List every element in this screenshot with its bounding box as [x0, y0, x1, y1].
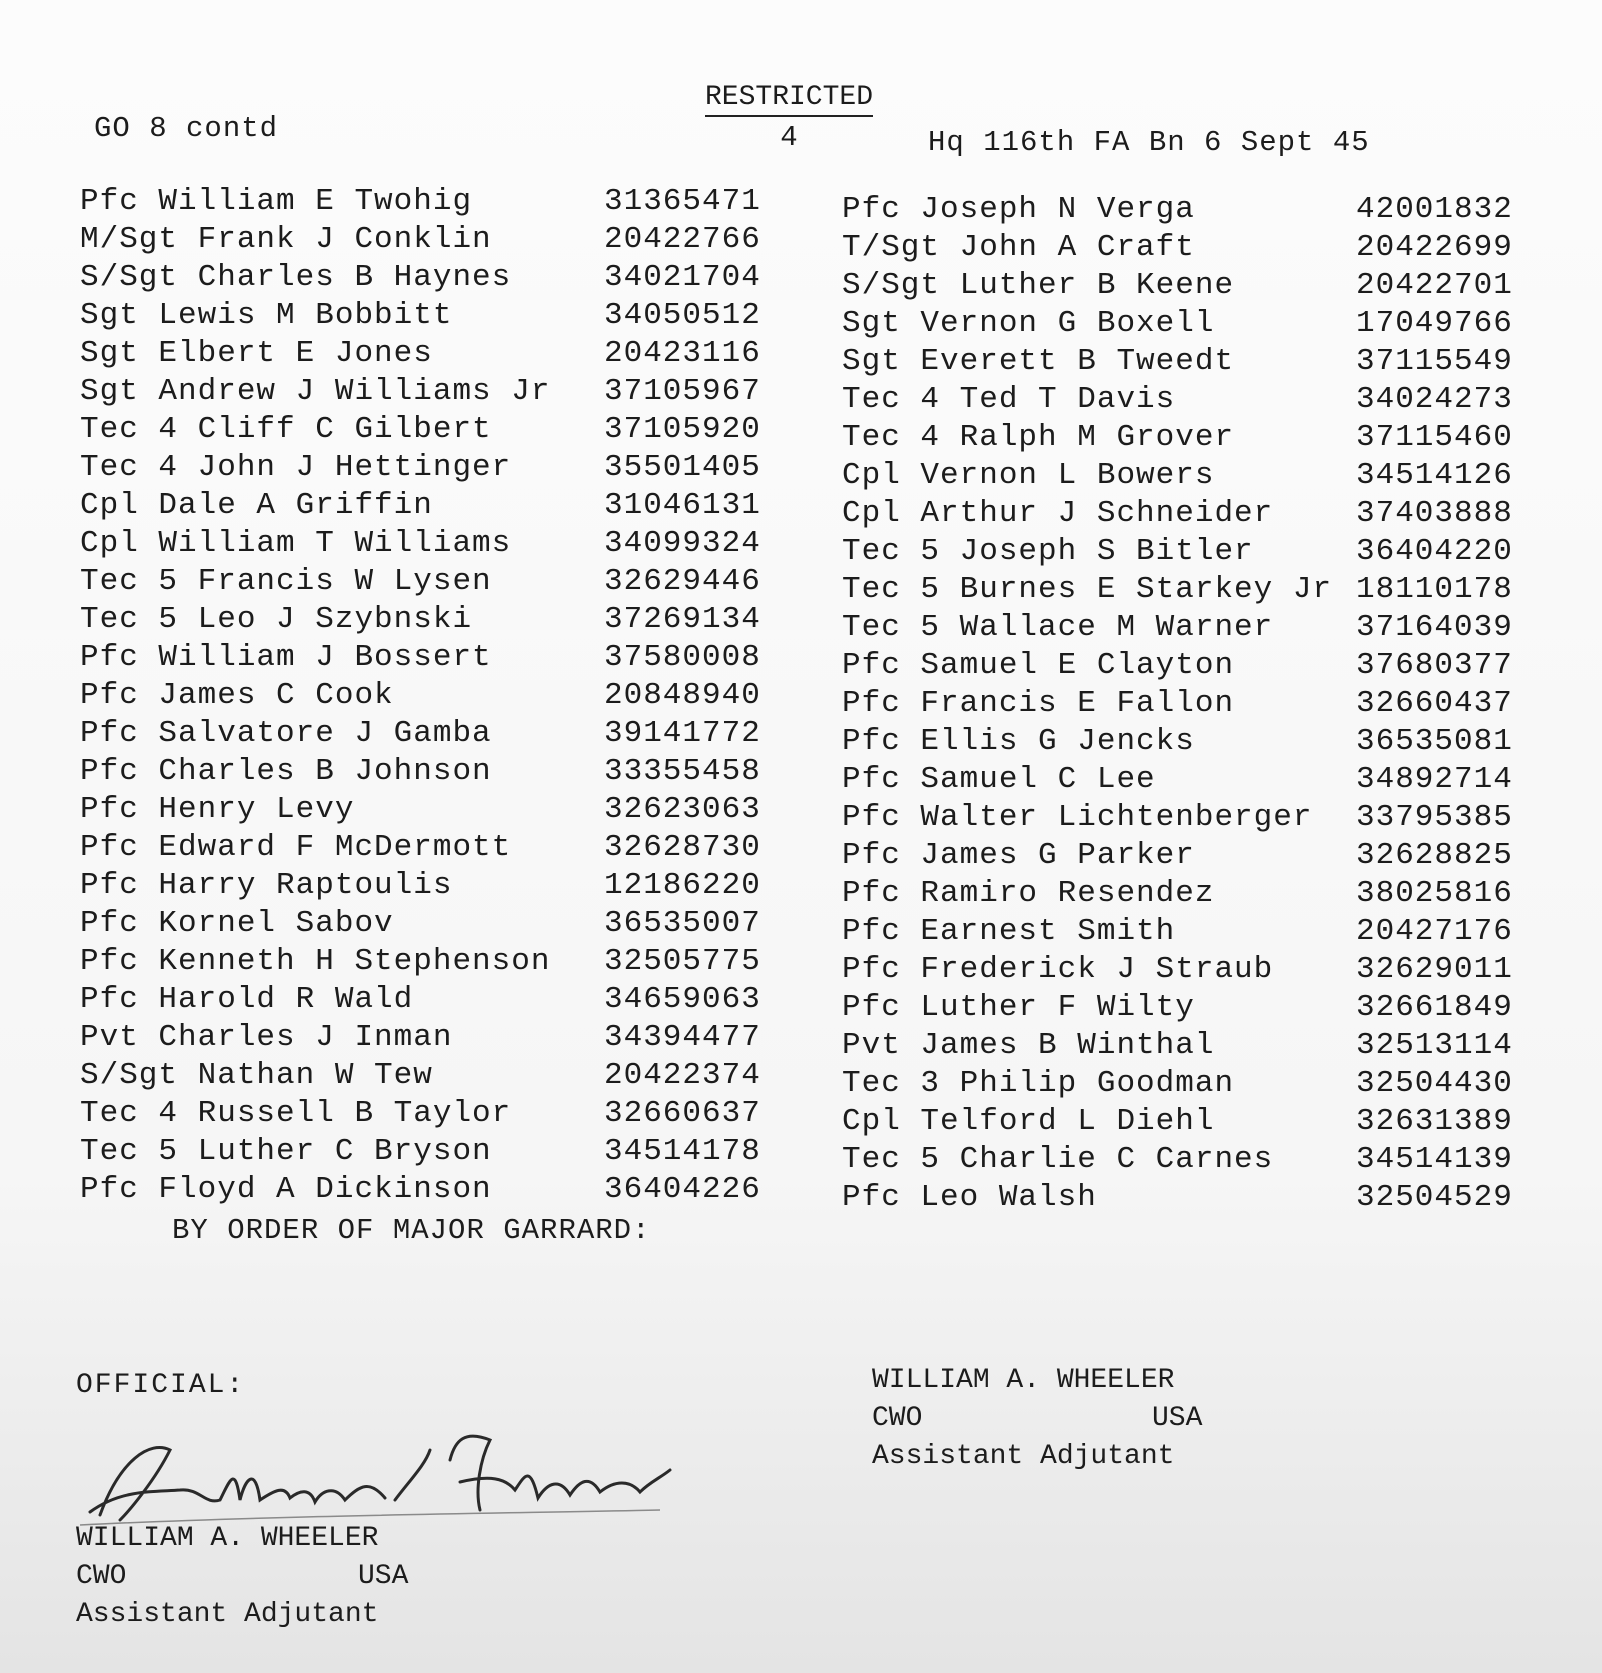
soldier-name: Pfc Kenneth H Stephenson — [80, 944, 551, 979]
soldier-name: Pfc Samuel C Lee — [842, 762, 1156, 797]
signer-name: WILLIAM A. WHEELER — [76, 1523, 379, 1554]
soldier-name: S/Sgt Charles B Haynes — [80, 260, 512, 295]
signer-title: Assistant Adjutant — [872, 1441, 1175, 1472]
serial-number: 34099324 — [604, 526, 761, 561]
serial-number: 20422699 — [1356, 230, 1513, 265]
soldier-name: Sgt Lewis M Bobbitt — [80, 298, 453, 333]
serial-number: 32513114 — [1356, 1028, 1513, 1063]
serial-number: 34514178 — [604, 1134, 761, 1169]
serial-number: 32629011 — [1356, 952, 1513, 987]
serial-number: 34050512 — [604, 298, 761, 333]
soldier-name: Sgt Everett B Tweedt — [842, 344, 1235, 379]
soldier-name: S/Sgt Nathan W Tew — [80, 1058, 433, 1093]
soldier-name: Pfc Harold R Wald — [80, 982, 414, 1017]
order-line: BY ORDER OF MAJOR GARRARD: — [172, 1214, 651, 1247]
soldier-name: Sgt Vernon G Boxell — [842, 306, 1215, 341]
serial-number: 37403888 — [1356, 496, 1513, 531]
soldier-name: M/Sgt Frank J Conklin — [80, 222, 492, 257]
serial-number: 34394477 — [604, 1020, 761, 1055]
soldier-name: Pfc Joseph N Verga — [842, 192, 1195, 227]
soldier-name: Pfc Samuel E Clayton — [842, 648, 1235, 683]
soldier-name: Pfc Frederick J Straub — [842, 952, 1274, 987]
serial-number: 32660437 — [1356, 686, 1513, 721]
soldier-name: Pvt James B Winthal — [842, 1028, 1215, 1063]
serial-number: 31046131 — [604, 488, 761, 523]
serial-number: 20422374 — [604, 1058, 761, 1093]
serial-number: 32505775 — [604, 944, 761, 979]
serial-number: 33795385 — [1356, 800, 1513, 835]
soldier-name: Sgt Andrew J Williams Jr — [80, 374, 551, 409]
serial-number: 32629446 — [604, 564, 761, 599]
serial-number: 32660637 — [604, 1096, 761, 1131]
serial-number: 34024273 — [1356, 382, 1513, 417]
signer-branch: USA — [358, 1561, 409, 1592]
serial-number: 37164039 — [1356, 610, 1513, 645]
signer-name: WILLIAM A. WHEELER — [872, 1365, 1175, 1396]
soldier-name: Cpl William T Williams — [80, 526, 512, 561]
serial-number: 34514139 — [1356, 1142, 1513, 1177]
headquarters-date: Hq 116th FA Bn 6 Sept 45 — [928, 126, 1370, 159]
soldier-name: Pfc James C Cook — [80, 678, 394, 713]
soldier-name: Pfc James G Parker — [842, 838, 1195, 873]
soldier-name: Tec 4 Ralph M Grover — [842, 420, 1235, 455]
soldier-name: Tec 4 Cliff C Gilbert — [80, 412, 492, 447]
signer-rank: CWO — [76, 1561, 127, 1592]
serial-number: 32631389 — [1356, 1104, 1513, 1139]
soldier-name: Pfc Harry Raptoulis — [80, 868, 453, 903]
serial-number: 20427176 — [1356, 914, 1513, 949]
soldier-name: Cpl Arthur J Schneider — [842, 496, 1274, 531]
serial-number: 36404226 — [604, 1172, 761, 1207]
serial-number: 35501405 — [604, 450, 761, 485]
soldier-name: Pfc Walter Lichtenberger — [842, 800, 1313, 835]
soldier-name: Cpl Vernon L Bowers — [842, 458, 1215, 493]
serial-number: 32661849 — [1356, 990, 1513, 1025]
signature-block-left — [76, 1520, 409, 1634]
soldier-name: Tec 5 Luther C Bryson — [80, 1134, 492, 1169]
classification-block — [694, 82, 884, 154]
serial-number: 17049766 — [1356, 306, 1513, 341]
signature-block-right — [872, 1362, 1203, 1476]
serial-number: 39141772 — [604, 716, 761, 751]
serial-number: 37115460 — [1356, 420, 1513, 455]
soldier-name: Tec 5 Joseph S Bitler — [842, 534, 1254, 569]
serial-number: 32628730 — [604, 830, 761, 865]
serial-number: 33355458 — [604, 754, 761, 789]
serial-number: 37680377 — [1356, 648, 1513, 683]
soldier-name: Pfc Ramiro Resendez — [842, 876, 1215, 911]
soldier-name: Tec 5 Charlie C Carnes — [842, 1142, 1274, 1177]
soldier-name: Pfc Kornel Sabov — [80, 906, 394, 941]
serial-number: 31365471 — [604, 184, 761, 219]
soldier-name: T/Sgt John A Craft — [842, 230, 1195, 265]
soldier-name: Pfc Leo Walsh — [842, 1180, 1097, 1215]
serial-number: 42001832 — [1356, 192, 1513, 227]
serial-number: 18110178 — [1356, 572, 1513, 607]
serial-number: 32504529 — [1356, 1180, 1513, 1215]
serial-number: 37105920 — [604, 412, 761, 447]
serial-number: 20422766 — [604, 222, 761, 257]
serial-number: 34514126 — [1356, 458, 1513, 493]
soldier-name: Tec 4 Ted T Davis — [842, 382, 1176, 417]
soldier-name: Tec 5 Leo J Szybnski — [80, 602, 473, 637]
page-number: 4 — [780, 121, 798, 154]
serial-number: 34892714 — [1356, 762, 1513, 797]
soldier-name: S/Sgt Luther B Keene — [842, 268, 1235, 303]
serial-number: 32504430 — [1356, 1066, 1513, 1101]
soldier-name: Pfc William E Twohig — [80, 184, 473, 219]
soldier-name: Tec 5 Francis W Lysen — [80, 564, 492, 599]
soldier-name: Tec 4 John J Hettinger — [80, 450, 512, 485]
serial-number: 20423116 — [604, 336, 761, 371]
order-reference: GO 8 contd — [94, 112, 279, 145]
soldier-name: Pfc Salvatore J Gamba — [80, 716, 492, 751]
serial-number: 32628825 — [1356, 838, 1513, 873]
soldier-name: Tec 5 Burnes E Starkey Jr — [842, 572, 1333, 607]
soldier-name: Cpl Dale A Griffin — [80, 488, 433, 523]
soldier-name: Pfc Edward F McDermott — [80, 830, 512, 865]
serial-number: 34659063 — [604, 982, 761, 1017]
signer-branch: USA — [1152, 1403, 1203, 1434]
serial-number: 20848940 — [604, 678, 761, 713]
signer-rank-line — [872, 1400, 1203, 1438]
serial-number: 36404220 — [1356, 534, 1513, 569]
soldier-name: Tec 3 Philip Goodman — [842, 1066, 1235, 1101]
official-label: OFFICIAL: — [76, 1370, 246, 1401]
soldier-name: Tec 5 Wallace M Warner — [842, 610, 1274, 645]
restricted-label: RESTRICTED — [705, 82, 873, 117]
soldier-name: Pfc Francis E Fallon — [842, 686, 1235, 721]
soldier-name: Tec 4 Russell B Taylor — [80, 1096, 512, 1131]
serial-number: 37105967 — [604, 374, 761, 409]
signer-rank: CWO — [872, 1403, 923, 1434]
serial-number: 20422701 — [1356, 268, 1513, 303]
soldier-name: Pfc Henry Levy — [80, 792, 355, 827]
soldier-name: Pfc William J Bossert — [80, 640, 492, 675]
soldier-name: Sgt Elbert E Jones — [80, 336, 433, 371]
signer-rank-line — [76, 1558, 409, 1596]
soldier-name: Pfc Luther F Wilty — [842, 990, 1195, 1025]
serial-number: 32623063 — [604, 792, 761, 827]
signer-title: Assistant Adjutant — [76, 1599, 379, 1630]
soldier-name: Pvt Charles J Inman — [80, 1020, 453, 1055]
serial-number: 34021704 — [604, 260, 761, 295]
soldier-name: Pfc Floyd A Dickinson — [80, 1172, 492, 1207]
serial-number: 12186220 — [604, 868, 761, 903]
serial-number: 37269134 — [604, 602, 761, 637]
serial-number: 37115549 — [1356, 344, 1513, 379]
soldier-name: Pfc Ellis G Jencks — [842, 724, 1195, 759]
serial-number: 36535007 — [604, 906, 761, 941]
soldier-name: Cpl Telford L Diehl — [842, 1104, 1215, 1139]
soldier-name: Pfc Earnest Smith — [842, 914, 1176, 949]
serial-number: 36535081 — [1356, 724, 1513, 759]
serial-number: 38025816 — [1356, 876, 1513, 911]
serial-number: 37580008 — [604, 640, 761, 675]
soldier-name: Pfc Charles B Johnson — [80, 754, 492, 789]
